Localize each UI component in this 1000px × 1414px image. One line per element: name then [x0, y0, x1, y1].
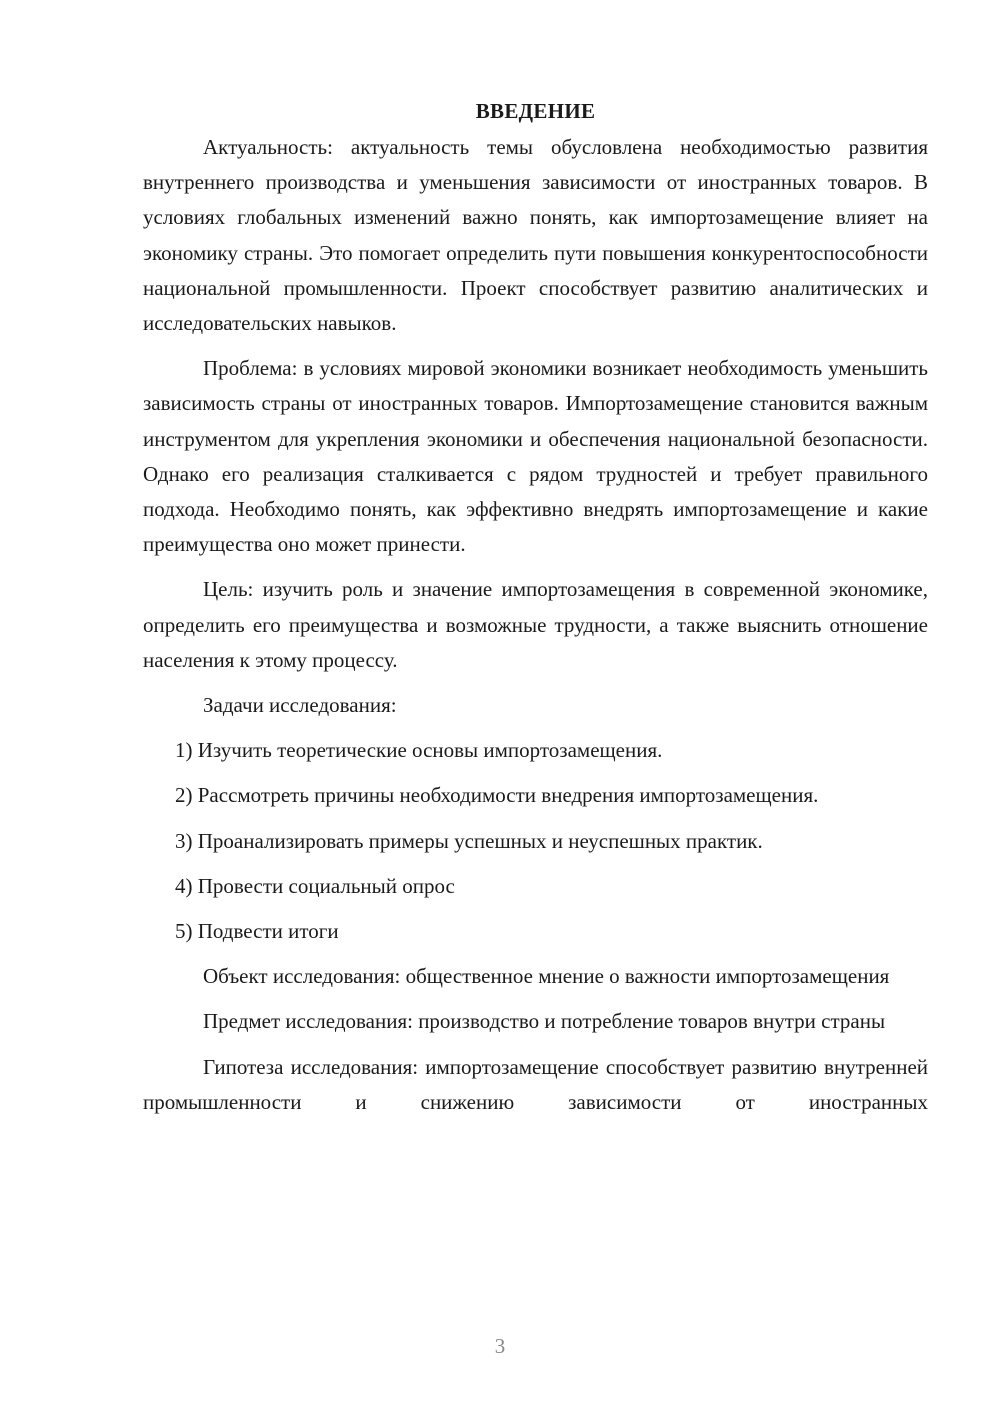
page-number: 3 [494, 1334, 506, 1358]
task-item-3: 3) Проанализировать примеры успешных и неуспешных практик. [175, 828, 763, 853]
task-item-5: 5) Подвести итоги [175, 919, 339, 944]
paragraph-goal: Цель: изучить роль и значение импортозамещения в современной экономике, определить его преимущества и возможные трудности, а также выяснить отношение населения к этому процессу. [143, 577, 928, 672]
paragraph-relevance: Актуальность: актуальность темы обусловлена необходимостью развития внутреннего производства и уменьшения зависимости от иностранных товаров. В условиях глобальных изменений важно понять, как импортозамещение влияет на экономику страны. Это помогает определить пути повышения конкурентоспособности национальной промышленности. Проект способствует развитию аналитических и исследовательских навыков. [143, 135, 928, 336]
task-item-1: 1) Изучить теоретические основы импортозамещения. [175, 738, 663, 763]
task-item-4: 4) Провести социальный опрос [175, 873, 455, 898]
paragraph-hypothesis: Гипотеза исследования: импортозамещение способствует развитию внутренней промышленности и снижению зависимости от иностранных [143, 1054, 928, 1114]
paragraph-subject: Предмет исследования: производство и потребление товаров внутри страны [203, 1009, 886, 1034]
task-item-2: 2) Рассмотреть причины необходимости внедрения импортозамещения. [175, 783, 819, 808]
page-title: ВВЕДЕНИЕ [475, 99, 596, 123]
tasks-title: Задачи исследования: [203, 693, 397, 718]
document-page [143, 96, 928, 1130]
paragraph-object: Объект исследования: общественное мнение о важности импортозамещения [203, 964, 890, 989]
paragraph-problem: Проблема: в условиях мировой экономики возникает необходимость уменьшить зависимость страны от иностранных товаров. Импортозамещение становится важным инструментом для укрепления экономики и обеспечения национальной безопасности. Однако его реализация сталкивается с рядом трудностей и требует правильного подхода. Необходимо понять, как эффективно внедрять импортозамещение и какие преимущества оно может принести. [143, 356, 928, 557]
